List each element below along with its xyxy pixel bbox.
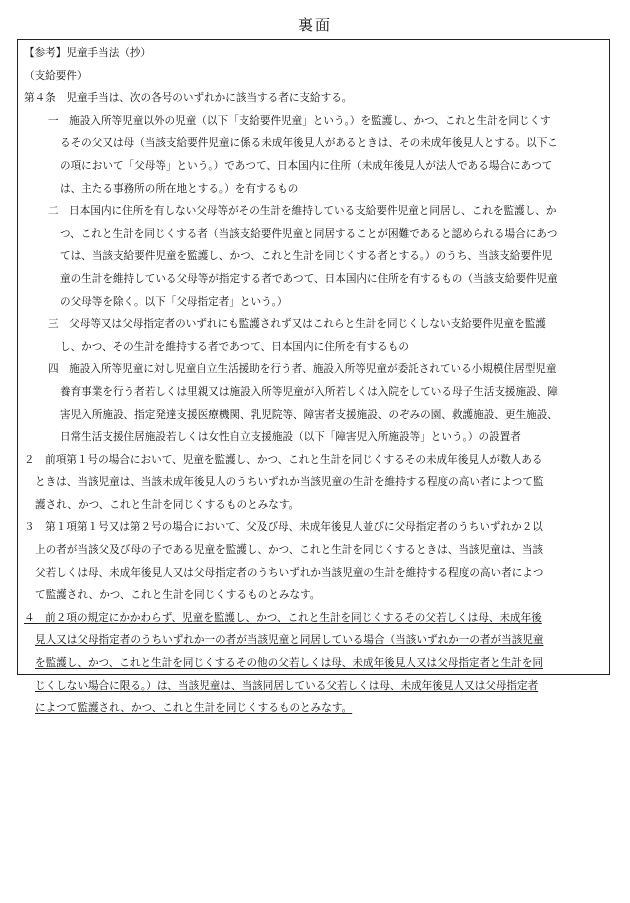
item-2-line: 童の生計を維持している父母等が指定する者であつて、日本国内に住所を有するもの（当該支給要件児童 xyxy=(60,272,558,285)
item-4-line: 養育事業を行う者若しくは里親又は施設入所等児童が入所若しくは入院をしている母子生活支援施設、障 xyxy=(60,385,558,398)
item-2-line: 二 日本国内に住所を有しない父母等がその生計を維持している支給要件児童と同居し、これを監護し、か xyxy=(48,205,557,218)
paragraph-4-line: によつて監護され、かつ、これと生計を同じくするものとみなす。 xyxy=(35,702,353,715)
item-1-line: 一 施設入所等児童以外の児童（以下「支給要件児童」という。）を監護し、かつ、これと生計を同じくす xyxy=(48,114,551,127)
paragraph-2 xyxy=(24,449,603,517)
item-1-line: るその父又は母（当該支給要件児童に係る未成年後見人があるときは、その未成年後見人とする。以下こ xyxy=(60,137,558,150)
paragraph-3-line: ３ 第１項第１号又は第２号の場合において、父及び母、未成年後見人並びに父母指定者のうちいずれか２以 xyxy=(24,521,543,534)
paragraph-2-line: ときは、当該児童は、当該未成年後見人のうちいずれか当該児童の生計を維持する程度の高い者によつて監 xyxy=(35,476,544,489)
paragraph-4-line: を監護し、かつ、これと生計を同じくするその他の父若しくは母、未成年後見人又は父母指定者と生計を同 xyxy=(35,657,544,670)
item-4-line: 害児入所施設、指定発達支援医療機関、乳児院等、障害者支援施設、のぞみの園、救護施設、更生施設、 xyxy=(60,408,558,421)
item-2-line: の父母等を除く。以下「父母指定者」という。） xyxy=(60,295,288,308)
section-caption: （支給要件） xyxy=(24,69,88,82)
reference-box xyxy=(17,39,610,715)
item-1-line: は、主たる事務所の所在地とする。）を有するもの xyxy=(60,182,299,195)
item-3-line: 三 父母等又は父母指定者のいずれにも監護されず又はこれらと生計を同じくしない支給要件児童を監護 xyxy=(48,318,546,331)
paragraph-3-line: 上の者が当該父及び母の子である児童を監護し、かつ、これと生計を同じくするときは、当該児童は、当該 xyxy=(35,544,544,557)
item-4-line: 四 施設入所等児童に対し児童自立生活援助を行う者、施設入所等児童が委託されている小規模住居型児童 xyxy=(48,363,557,376)
paragraph-4-line: じくしない場合に限る。）は、当該児童は、当該同居している父若しくは母、未成年後見人又は父母指定者 xyxy=(35,679,539,692)
paragraph-3 xyxy=(24,516,603,606)
item-2 xyxy=(24,200,603,313)
item-2-line: ては、当該支給要件児童を監護し、かつ、これと生計を同じくする者とする。）のうち、当該支給要件児 xyxy=(60,250,553,263)
reference-heading: 【参考】児童手当法（抄） xyxy=(24,47,152,59)
item-3-line: し、かつ、その生計を維持する者であつて、日本国内に住所を有するもの xyxy=(60,340,409,353)
article-4-lead: 第４条 児童手当は、次の各号のいずれかに該当する者に支給する。 xyxy=(24,92,353,105)
paragraph-3-line: て監護され、かつ、これと生計を同じくするものとみなす。 xyxy=(35,589,321,602)
paragraph-2-line: ２ 前項第１号の場合において、児童を監護し、かつ、これと生計を同じくするその未成年後見人が数人ある xyxy=(24,453,543,466)
item-4 xyxy=(24,358,603,448)
paragraph-2-line: 護され、かつ、これと生計を同じくするものとみなす。 xyxy=(35,498,300,511)
page-title: 裏面 xyxy=(297,16,332,34)
paragraph-4-line: ４ 前２項の規定にかかわらず、児童を監護し、かつ、これと生計を同じくするその父若しくは母、未成年後 xyxy=(24,611,542,624)
item-3 xyxy=(24,313,603,358)
paragraph-3-line: 父若しくは母、未成年後見人又は父母指定者のうちいずれか当該児童の生計を維持する程度の高い者によつ xyxy=(35,566,544,579)
item-2-line: つ、これと生計を同じくする者（当該支給要件児童と同居することが困難であると認められる場合にあつ xyxy=(60,227,558,240)
item-4-line: 日常生活支援住居施設若しくは女性自立支援施設（以下「障害児入所施設等」という。）の設置者 xyxy=(60,431,521,444)
item-1-line: の項において「父母等」という。）であつて、日本国内に住所（未成年後見人が法人である場合にあつて xyxy=(60,159,553,172)
item-1 xyxy=(24,110,603,200)
paragraph-4 xyxy=(24,607,603,720)
paragraph-4-line: 見人又は父母指定者のうちいずれか一の者が当該児童と同居している場合（当該いずれか一の者が当該児童 xyxy=(35,634,544,647)
